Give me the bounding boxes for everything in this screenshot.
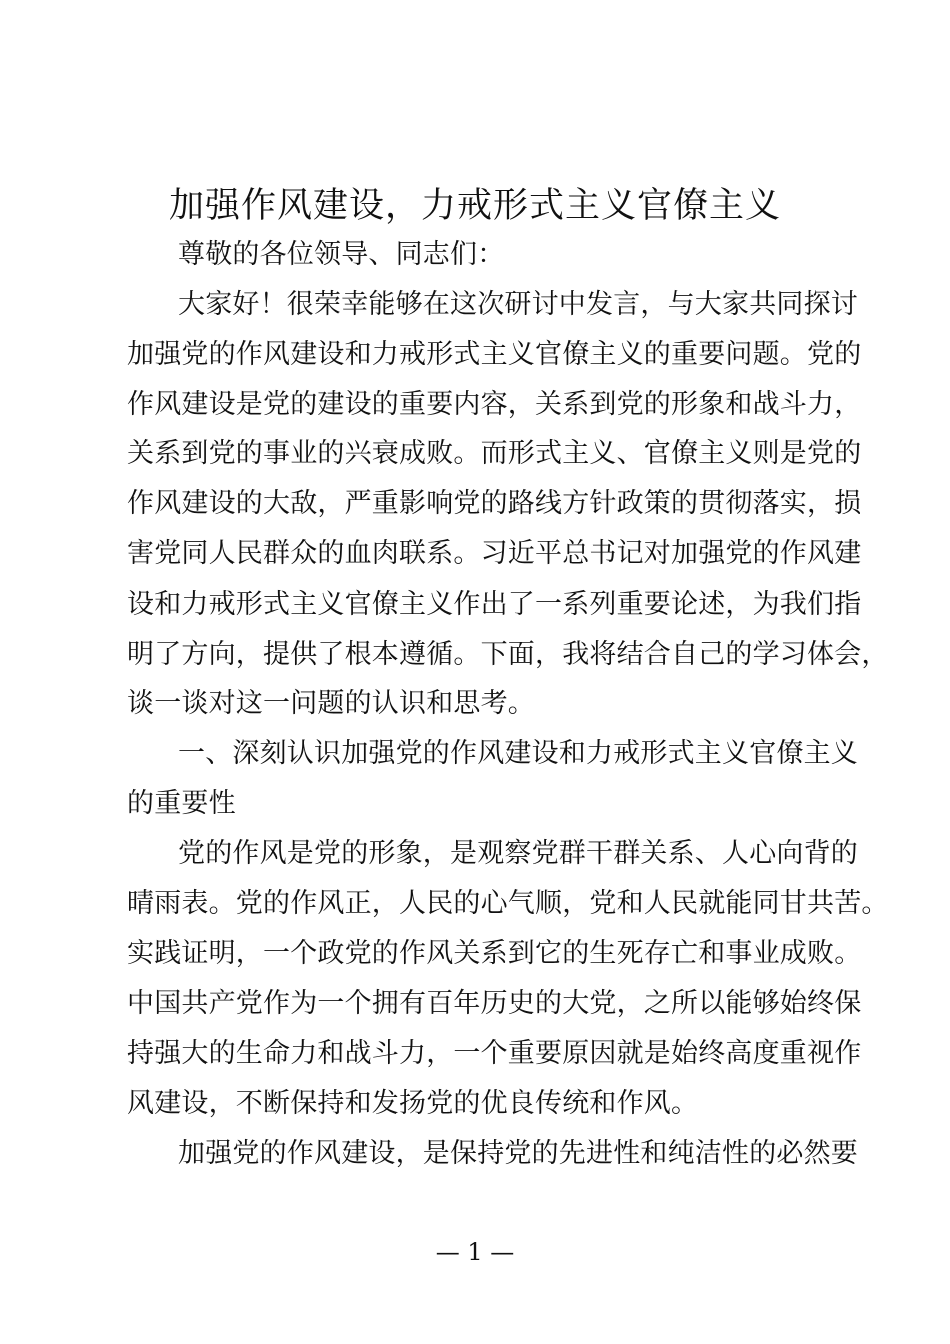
paragraph-line: 加强党的作风建设，是保持党的先进性和纯洁性的必然要 (178, 1138, 858, 1169)
page-number: — 1 — (435, 1238, 515, 1266)
paragraph-line: 害党同人民群众的血肉联系。习近平总书记对加强党的作风建 (127, 538, 862, 569)
document-title: 加强作风建设，力戒形式主义官僚主义 (168, 186, 781, 226)
paragraph-line: 实践证明，一个政党的作风关系到它的生死存亡和事业成败。 (127, 938, 862, 969)
paragraph-line: 党的作风是党的形象，是观察党群干群关系、人心向背的 (178, 838, 858, 869)
paragraph-line: 作风建设是党的建设的重要内容，关系到党的形象和战斗力， (127, 389, 862, 420)
paragraph-line: 中国共产党作为一个拥有百年历史的大党，之所以能够始终保 (127, 988, 862, 1019)
paragraph-line: 风建设，不断保持和发扬党的优良传统和作风。 (127, 1088, 699, 1119)
paragraph-line: 加强党的作风建设和力戒形式主义官僚主义的重要问题。党的 (127, 339, 862, 370)
paragraph-line: 作风建设的大敌，严重影响党的路线方针政策的贯彻落实，损 (127, 488, 862, 519)
paragraph-line: 设和力戒形式主义官僚主义作出了一系列重要论述，为我们指 (127, 589, 862, 620)
paragraph-line: 关系到党的事业的兴衰成败。而形式主义、官僚主义则是党的 (127, 438, 862, 469)
paragraph-line: 明了方向，提供了根本遵循。下面，我将结合自己的学习体会， (127, 639, 889, 670)
paragraph-line: 晴雨表。党的作风正，人民的心气顺，党和人民就能同甘共苦。 (127, 888, 889, 919)
section-heading-line: 的重要性 (127, 788, 236, 819)
section-heading-line: 一、深刻认识加强党的作风建设和力戒形式主义官僚主义 (178, 738, 858, 769)
paragraph-line: 大家好！很荣幸能够在这次研讨中发言，与大家共同探讨 (178, 289, 858, 320)
paragraph-line: 持强大的生命力和战斗力，一个重要原因就是始终高度重视作 (127, 1038, 862, 1069)
salutation-line: 尊敬的各位领导、同志们： (178, 239, 505, 270)
paragraph-line: 谈一谈对这一问题的认识和思考。 (127, 688, 535, 719)
